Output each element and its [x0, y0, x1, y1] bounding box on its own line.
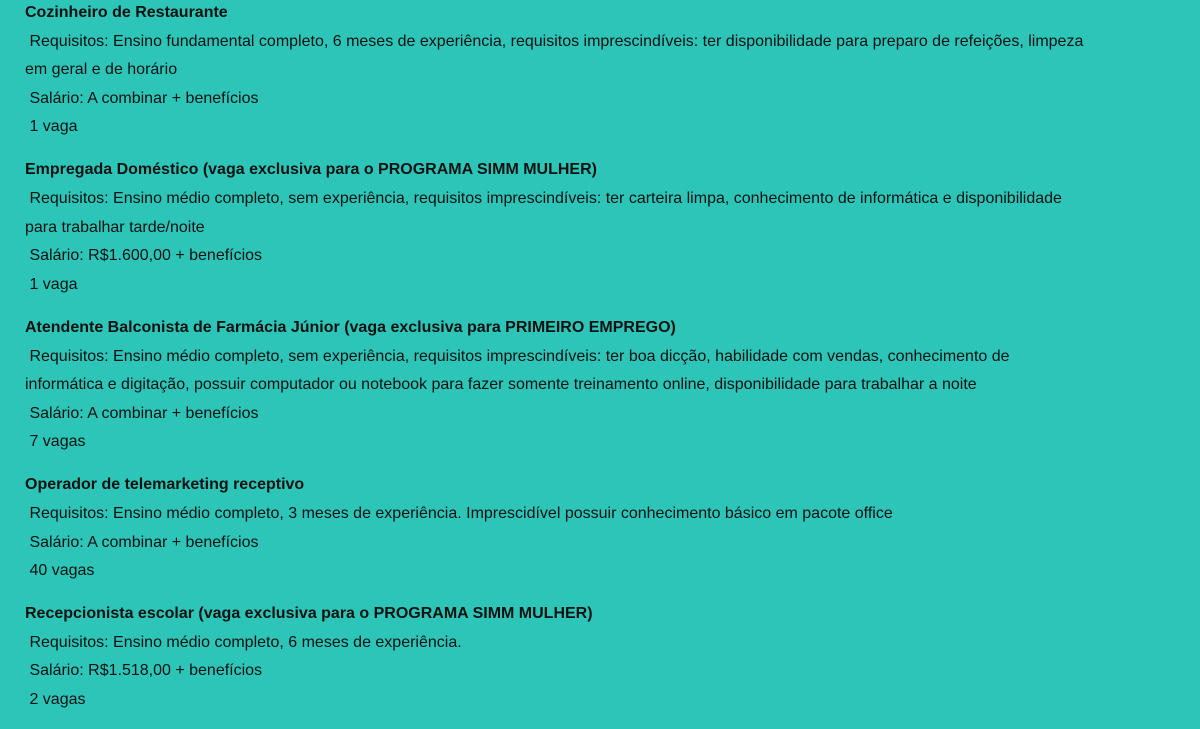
job-title: Atendente Balconista de Farmácia Júnior (vaga exclusiva para PRIMEIRO EMPREGO)	[25, 318, 676, 336]
job-salary: Salário: R$1.518,00 + benefícios	[25, 662, 263, 680]
job-listing	[25, 314, 1087, 457]
job-openings: 1 vaga	[25, 275, 78, 293]
job-requirements: Requisitos: Ensino médio completo, sem experiência, requisitos imprescindíveis: ter boa dicção, habilidade com vendas, conhecimento de informática e digitação, possuir computador ou notebook para fazer somente treinamento online, disponibilidade para trabalhar a noite	[25, 347, 1014, 394]
job-listing	[25, 156, 1087, 299]
job-title: Recepcionista escolar (vaga exclusiva para o PROGRAMA SIMM MULHER)	[25, 605, 593, 623]
job-title: Operador de telemarketing receptivo	[25, 476, 305, 494]
job-salary: Salário: A combinar + benefícios	[25, 404, 259, 422]
job-requirements: Requisitos: Ensino fundamental completo, 6 meses de experiência, requisitos imprescindíveis: ter disponibilidade para preparo de refeições, limpeza em geral e de horário	[25, 32, 1088, 79]
job-salary: Salário: A combinar + benefícios	[25, 89, 259, 107]
job-requirements: Requisitos: Ensino médio completo, 6 meses de experiência.	[25, 633, 462, 651]
job-openings: 7 vagas	[25, 433, 86, 451]
job-salary: Salário: A combinar + benefícios	[25, 533, 259, 551]
job-salary: Salário: R$1.600,00 + benefícios	[25, 247, 263, 265]
job-list	[25, 0, 1087, 729]
job-title: Cozinheiro de Restaurante	[25, 4, 228, 21]
job-openings: 2 vagas	[25, 691, 86, 709]
job-requirements: Requisitos: Ensino médio completo, 3 meses de experiência. Imprescidível possuir conhecimento básico em pacote office	[25, 505, 893, 522]
job-openings: 40 vagas	[25, 562, 95, 580]
job-listing	[25, 471, 1087, 585]
job-title: Empregada Doméstico (vaga exclusiva para o PROGRAMA SIMM MULHER)	[25, 161, 597, 179]
job-openings: 1 vaga	[25, 118, 78, 136]
job-requirements: Requisitos: Ensino médio completo, sem experiência, requisitos imprescindíveis: ter carteira limpa, conhecimento de informática e disponibilidade para trabalhar tarde/noite	[25, 190, 1067, 236]
job-listing	[25, 0, 1087, 142]
job-listing	[25, 600, 1087, 714]
